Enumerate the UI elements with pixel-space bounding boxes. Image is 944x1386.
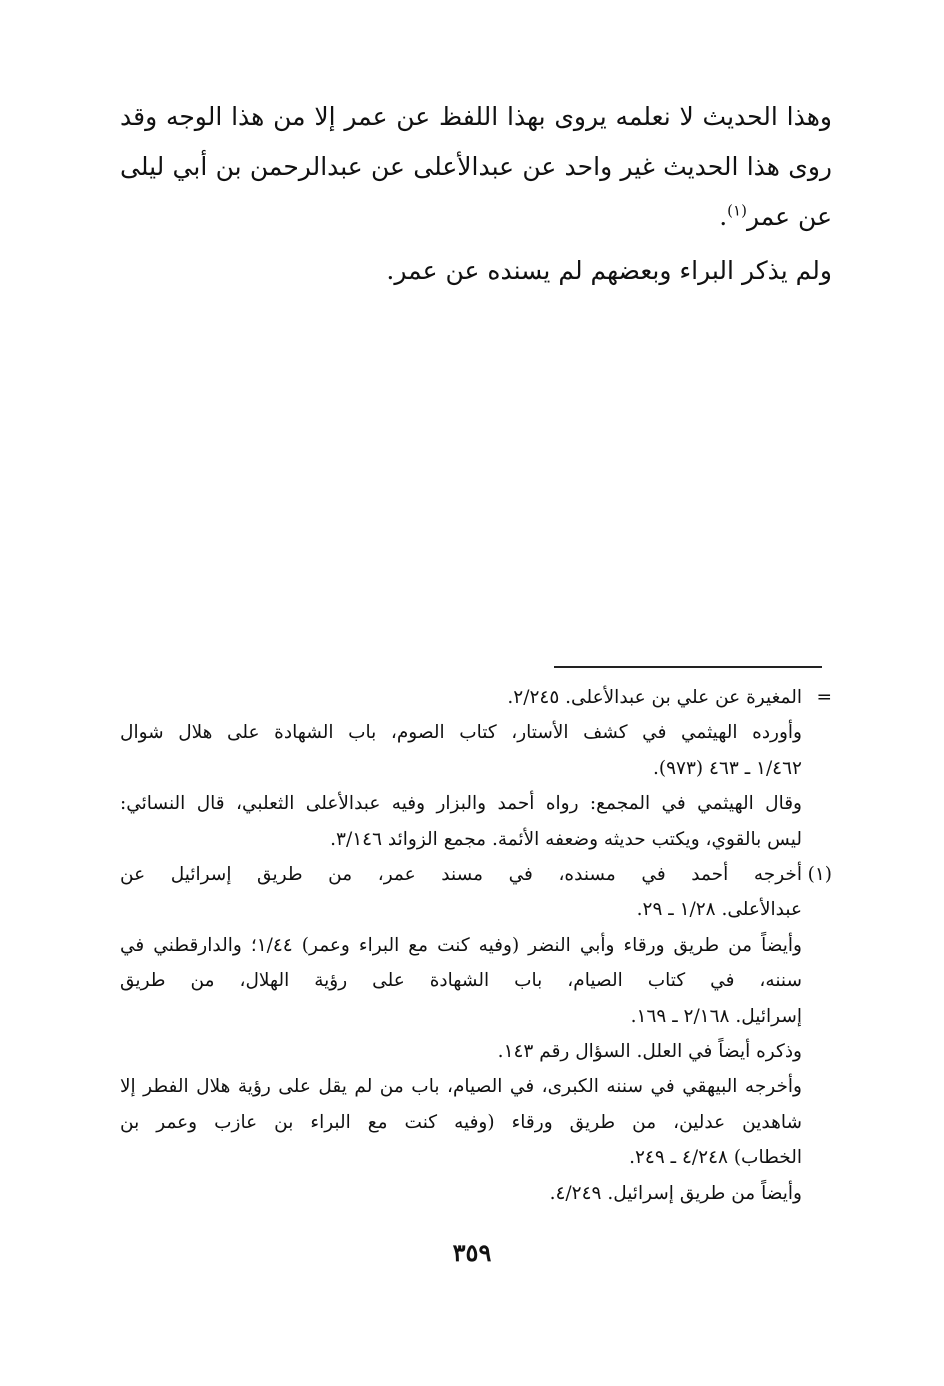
footnote-line: الخطاب) ٤/٢٤٨ ـ ٢٤٩. — [629, 1147, 802, 1169]
footnote-line: أخرجه أحمد في مسنده، في مسند عمر، من طريق إسرائيل عن — [120, 864, 802, 885]
main-paragraph-1 — [120, 92, 832, 242]
main-paragraph-1-end: . — [719, 202, 728, 231]
footnote-line: عبدالأعلى. ١/٢٨ ـ ٢٩. — [636, 899, 802, 921]
footnote-reference: (١) — [727, 201, 747, 220]
footnote-line: وأورده الهيثمي في كشف الأستار، كتاب الصوم، باب الشهادة على هلال شوال — [120, 722, 802, 744]
footnote-1-lines — [120, 857, 802, 1211]
footnote-separator-rule — [554, 666, 822, 668]
footnote-1-marker: (١) — [807, 864, 832, 885]
main-text — [120, 92, 832, 296]
footnote-line: وأيضاً من طريق ورقاء وأبي النضر (وفيه كنت مع البراء وعمر) ١/٤٤؛ والدارقطني في — [120, 934, 802, 956]
continuation-lines — [120, 680, 802, 857]
footnote-line: إسرائيل. ٢/١٦٨ ـ ١٦٩. — [630, 1005, 802, 1027]
footnote-line: وقال الهيثمي في المجمع: رواه أحمد والبزار وفيه عبدالأعلى الثعلبي، قال النسائي: — [120, 793, 802, 815]
footnote-1 — [120, 857, 832, 1211]
main-paragraph-2: ولم يذكر البراء وبعضهم لم يسنده عن عمر. — [386, 256, 832, 285]
footnote-line: وأخرجه البيهقي في سننه الكبرى، في الصيام، باب من لم يقل على رؤية هلال الفطر إلا — [120, 1076, 802, 1098]
footnote-line: ليس بالقوي، ويكتب حديثه وضعفه الأئمة. مجمع الزوائد ٣/١٤٦. — [330, 828, 802, 850]
continuation-marker: = — [816, 687, 832, 708]
footnote-line: وأيضاً من طريق إسرائيل. ٤/٢٤٩. — [549, 1182, 802, 1204]
main-paragraph-1-text: وهذا الحديث لا نعلمه يروى بهذا اللفظ عن عمر إلا من هذا الوجه وقد روى هذا الحديث غير واحد عن عبدالأعلى عن عبدالرحمن بن أبي ليلى عن عمر — [120, 102, 832, 231]
footnotes-section — [120, 680, 832, 1211]
footnote-line: سننه، في كتاب الصيام، باب الشهادة على رؤية الهلال، من طريق — [120, 970, 802, 992]
footnote-line: المغيرة عن علي بن عبدالأعلى. ٢/٢٤٥. — [507, 687, 802, 708]
page-number: ٣٥٩ — [452, 1238, 492, 1267]
footnote-continuation — [120, 680, 832, 857]
footnote-line: شاهدين عدلين، من طريق ورقاء (وفيه كنت مع البراء بن عازب وعمر بن — [120, 1111, 802, 1133]
footnote-line: وذكره أيضاً في العلل. السؤال رقم ١٤٣. — [497, 1040, 802, 1062]
footnote-line: ١/٤٦٢ ـ ٤٦٣ (٩٧٣). — [652, 757, 802, 779]
